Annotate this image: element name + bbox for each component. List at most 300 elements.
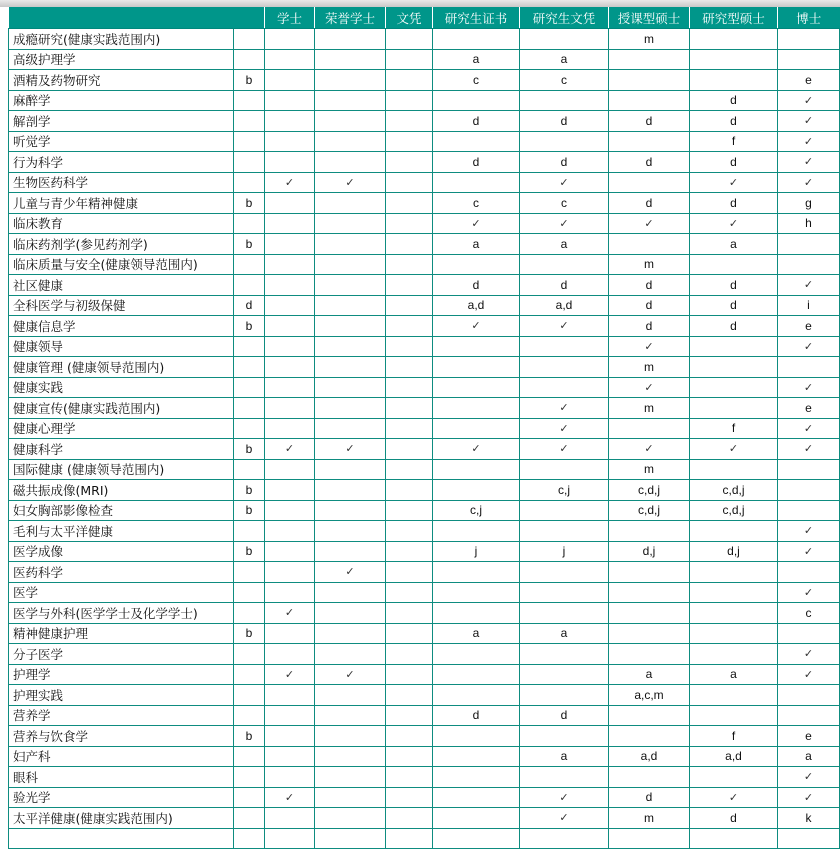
honours-cell [315, 480, 386, 501]
honours-cell [315, 193, 386, 214]
subject-name: 眼科 [9, 767, 234, 788]
subject-name: 社区健康 [9, 275, 234, 296]
note-cell [234, 459, 265, 480]
masters-research-cell: d [690, 111, 778, 132]
honours-cell [315, 623, 386, 644]
grad-dip-cell: d [520, 275, 609, 296]
grad-cert-cell [433, 664, 520, 685]
masters-coursework-cell [609, 418, 690, 439]
subject-name: 医学 [9, 582, 234, 603]
honours-cell [315, 644, 386, 665]
bachelor-cell [265, 111, 315, 132]
grad-cert-cell: a [433, 623, 520, 644]
masters-research-cell: f [690, 418, 778, 439]
masters-coursework-cell: d,j [609, 541, 690, 562]
bachelor-cell [265, 500, 315, 521]
bachelor-cell [265, 336, 315, 357]
note-cell [234, 664, 265, 685]
grad-cert-cell [433, 828, 520, 849]
honours-cell [315, 316, 386, 337]
diploma-cell [386, 316, 433, 337]
table-row [9, 521, 840, 542]
bachelor-cell [265, 70, 315, 91]
bachelor-cell [265, 90, 315, 111]
honours-cell: ✓ [315, 439, 386, 460]
diploma-cell [386, 562, 433, 583]
bachelor-cell [265, 828, 315, 849]
table-row [9, 439, 840, 460]
diploma-cell [386, 357, 433, 378]
honours-cell [315, 521, 386, 542]
subject-name: 国际健康 (健康领导范围内) [9, 459, 234, 480]
subject-name: 临床教育 [9, 213, 234, 234]
grad-dip-cell [520, 767, 609, 788]
masters-research-cell: d [690, 90, 778, 111]
honours-cell: ✓ [315, 172, 386, 193]
table-row [9, 623, 840, 644]
note-cell [234, 377, 265, 398]
bachelor-cell [265, 152, 315, 173]
subject-name [9, 828, 234, 849]
grad-cert-cell [433, 398, 520, 419]
grad-cert-cell [433, 787, 520, 808]
subject-name: 营养学 [9, 705, 234, 726]
masters-coursework-cell: d [609, 787, 690, 808]
bachelor-cell: ✓ [265, 787, 315, 808]
masters-research-cell: d [690, 152, 778, 173]
masters-research-cell: a [690, 664, 778, 685]
bachelor-cell [265, 705, 315, 726]
masters-coursework-cell: ✓ [609, 213, 690, 234]
phd-cell: c [778, 603, 840, 624]
phd-cell: ✓ [778, 172, 840, 193]
grad-dip-cell [520, 582, 609, 603]
table-row [9, 172, 840, 193]
bachelor-cell [265, 357, 315, 378]
grad-cert-cell [433, 131, 520, 152]
header-phd: 博士 [778, 7, 840, 29]
masters-research-cell [690, 29, 778, 50]
subject-name: 妇产科 [9, 746, 234, 767]
diploma-cell [386, 70, 433, 91]
masters-research-cell: ✓ [690, 787, 778, 808]
phd-cell: ✓ [778, 418, 840, 439]
phd-cell: ✓ [778, 787, 840, 808]
grad-cert-cell [433, 418, 520, 439]
subject-name: 生物医药科学 [9, 172, 234, 193]
grad-cert-cell [433, 746, 520, 767]
masters-research-cell [690, 705, 778, 726]
masters-coursework-cell: d [609, 111, 690, 132]
grad-dip-cell [520, 254, 609, 275]
subject-name: 医学与外科(医学学士及化学学士) [9, 603, 234, 624]
phd-cell: ✓ [778, 541, 840, 562]
diploma-cell [386, 623, 433, 644]
note-cell [234, 111, 265, 132]
grad-dip-cell [520, 357, 609, 378]
diploma-cell [386, 828, 433, 849]
grad-cert-cell: d [433, 275, 520, 296]
grad-dip-cell: d [520, 111, 609, 132]
table-body [9, 29, 840, 849]
note-cell [234, 357, 265, 378]
grad-dip-cell [520, 828, 609, 849]
table-row [9, 111, 840, 132]
masters-research-cell: d [690, 808, 778, 829]
subject-name: 营养与饮食学 [9, 726, 234, 747]
grad-dip-cell: a [520, 234, 609, 255]
subject-name: 太平洋健康(健康实践范围内) [9, 808, 234, 829]
grad-cert-cell: ✓ [433, 439, 520, 460]
note-cell [234, 705, 265, 726]
grad-dip-cell [520, 664, 609, 685]
note-cell [234, 275, 265, 296]
header-note [234, 7, 265, 29]
phd-cell [778, 29, 840, 50]
masters-coursework-cell: m [609, 459, 690, 480]
table-row [9, 808, 840, 829]
subject-name: 解剖学 [9, 111, 234, 132]
subject-name: 酒精及药物研究 [9, 70, 234, 91]
phd-cell: k [778, 808, 840, 829]
phd-cell: ✓ [778, 644, 840, 665]
phd-cell: ✓ [778, 90, 840, 111]
subject-name: 毛利与太平洋健康 [9, 521, 234, 542]
masters-coursework-cell: d [609, 316, 690, 337]
table-row [9, 193, 840, 214]
diploma-cell [386, 787, 433, 808]
table-row [9, 500, 840, 521]
honours-cell [315, 111, 386, 132]
masters-coursework-cell: m [609, 254, 690, 275]
bachelor-cell [265, 29, 315, 50]
subject-name: 高级护理学 [9, 49, 234, 70]
masters-coursework-cell [609, 562, 690, 583]
masters-coursework-cell [609, 70, 690, 91]
grad-dip-cell [520, 562, 609, 583]
honours-cell [315, 131, 386, 152]
diploma-cell [386, 193, 433, 214]
subject-name: 健康心理学 [9, 418, 234, 439]
grad-dip-cell [520, 29, 609, 50]
grad-dip-cell [520, 131, 609, 152]
honours-cell [315, 705, 386, 726]
table-row [9, 29, 840, 50]
table-row [9, 336, 840, 357]
masters-coursework-cell [609, 234, 690, 255]
grad-dip-cell: ✓ [520, 808, 609, 829]
grad-cert-cell [433, 29, 520, 50]
diploma-cell [386, 521, 433, 542]
grad-cert-cell [433, 521, 520, 542]
honours-cell [315, 377, 386, 398]
honours-cell [315, 808, 386, 829]
header-honours: 荣誉学士 [315, 7, 386, 29]
masters-coursework-cell: a,c,m [609, 685, 690, 706]
diploma-cell [386, 644, 433, 665]
table-row [9, 398, 840, 419]
note-cell: b [234, 541, 265, 562]
honours-cell [315, 234, 386, 255]
phd-cell [778, 623, 840, 644]
phd-cell: a [778, 746, 840, 767]
diploma-cell [386, 726, 433, 747]
honours-cell: ✓ [315, 562, 386, 583]
bachelor-cell: ✓ [265, 603, 315, 624]
table-row [9, 254, 840, 275]
table-row [9, 316, 840, 337]
subject-name: 分子医学 [9, 644, 234, 665]
grad-cert-cell [433, 459, 520, 480]
grad-cert-cell [433, 480, 520, 501]
honours-cell [315, 582, 386, 603]
table-row [9, 767, 840, 788]
grad-dip-cell: ✓ [520, 316, 609, 337]
bachelor-cell [265, 521, 315, 542]
grad-dip-cell: ✓ [520, 439, 609, 460]
grad-cert-cell [433, 377, 520, 398]
phd-cell [778, 828, 840, 849]
grad-dip-cell [520, 726, 609, 747]
table-row [9, 685, 840, 706]
bachelor-cell [265, 459, 315, 480]
honours-cell [315, 254, 386, 275]
masters-coursework-cell: m [609, 398, 690, 419]
masters-coursework-cell: m [609, 357, 690, 378]
honours-cell [315, 275, 386, 296]
grad-cert-cell [433, 582, 520, 603]
diploma-cell [386, 49, 433, 70]
grad-cert-cell [433, 767, 520, 788]
subject-name: 健康实践 [9, 377, 234, 398]
grad-cert-cell [433, 685, 520, 706]
masters-research-cell [690, 582, 778, 603]
masters-coursework-cell [609, 90, 690, 111]
masters-research-cell: ✓ [690, 213, 778, 234]
masters-coursework-cell: c,d,j [609, 480, 690, 501]
phd-cell [778, 357, 840, 378]
note-cell: b [234, 316, 265, 337]
note-cell: b [234, 500, 265, 521]
masters-research-cell [690, 562, 778, 583]
masters-research-cell [690, 685, 778, 706]
phd-cell [778, 459, 840, 480]
phd-cell: ✓ [778, 377, 840, 398]
grad-cert-cell [433, 603, 520, 624]
subject-name: 护理学 [9, 664, 234, 685]
phd-cell: e [778, 316, 840, 337]
diploma-cell [386, 152, 433, 173]
table-row [9, 213, 840, 234]
grad-dip-cell [520, 603, 609, 624]
masters-research-cell: a,d [690, 746, 778, 767]
masters-coursework-cell: a,d [609, 746, 690, 767]
grad-dip-cell: ✓ [520, 418, 609, 439]
honours-cell [315, 152, 386, 173]
phd-cell [778, 234, 840, 255]
table-row [9, 70, 840, 91]
masters-research-cell [690, 828, 778, 849]
masters-research-cell [690, 254, 778, 275]
phd-cell: ✓ [778, 521, 840, 542]
masters-research-cell [690, 357, 778, 378]
grad-cert-cell: a [433, 234, 520, 255]
masters-research-cell: d [690, 316, 778, 337]
table-row [9, 234, 840, 255]
bachelor-cell [265, 644, 315, 665]
table-row [9, 377, 840, 398]
honours-cell [315, 726, 386, 747]
grad-cert-cell: d [433, 111, 520, 132]
masters-research-cell [690, 623, 778, 644]
diploma-cell [386, 664, 433, 685]
qualifications-table [8, 7, 840, 849]
honours-cell [315, 500, 386, 521]
note-cell [234, 644, 265, 665]
subject-name: 成瘾研究(健康实践范围内) [9, 29, 234, 50]
diploma-cell [386, 131, 433, 152]
table-row [9, 603, 840, 624]
note-cell [234, 521, 265, 542]
masters-coursework-cell: ✓ [609, 336, 690, 357]
grad-dip-cell: c,j [520, 480, 609, 501]
grad-cert-cell [433, 808, 520, 829]
subject-name: 妇女胸部影像检查 [9, 500, 234, 521]
phd-cell: ✓ [778, 152, 840, 173]
table-row [9, 746, 840, 767]
masters-research-cell [690, 644, 778, 665]
header-masters-coursework: 授课型硕士 [609, 7, 690, 29]
grad-dip-cell: c [520, 70, 609, 91]
table-row [9, 644, 840, 665]
grad-cert-cell [433, 336, 520, 357]
table-row [9, 418, 840, 439]
bachelor-cell [265, 808, 315, 829]
honours-cell [315, 828, 386, 849]
subject-name: 健康宣传(健康实践范围内) [9, 398, 234, 419]
honours-cell [315, 70, 386, 91]
grad-cert-cell [433, 357, 520, 378]
header-masters-research: 研究型硕士 [690, 7, 778, 29]
note-cell [234, 152, 265, 173]
masters-coursework-cell: c,d,j [609, 500, 690, 521]
masters-coursework-cell: d [609, 275, 690, 296]
grad-dip-cell: ✓ [520, 213, 609, 234]
grad-cert-cell: ✓ [433, 316, 520, 337]
note-cell: b [234, 726, 265, 747]
grad-cert-cell: c,j [433, 500, 520, 521]
bachelor-cell [265, 562, 315, 583]
bachelor-cell [265, 213, 315, 234]
phd-cell [778, 562, 840, 583]
grad-cert-cell: d [433, 152, 520, 173]
diploma-cell [386, 808, 433, 829]
diploma-cell [386, 90, 433, 111]
phd-cell [778, 480, 840, 501]
masters-research-cell [690, 767, 778, 788]
masters-research-cell: a [690, 234, 778, 255]
grad-cert-cell [433, 562, 520, 583]
honours-cell [315, 685, 386, 706]
honours-cell: ✓ [315, 664, 386, 685]
bachelor-cell [265, 582, 315, 603]
grad-cert-cell: j [433, 541, 520, 562]
grad-cert-cell [433, 644, 520, 665]
honours-cell [315, 213, 386, 234]
grad-dip-cell [520, 500, 609, 521]
masters-research-cell: d [690, 295, 778, 316]
grad-cert-cell: a,d [433, 295, 520, 316]
masters-coursework-cell: ✓ [609, 439, 690, 460]
honours-cell [315, 398, 386, 419]
masters-research-cell: d [690, 193, 778, 214]
bachelor-cell: ✓ [265, 172, 315, 193]
diploma-cell [386, 439, 433, 460]
masters-coursework-cell [609, 726, 690, 747]
table-row [9, 295, 840, 316]
header-grad-cert: 研究生证书 [433, 7, 520, 29]
note-cell [234, 787, 265, 808]
note-cell [234, 582, 265, 603]
note-cell: b [234, 439, 265, 460]
note-cell [234, 336, 265, 357]
table-row [9, 459, 840, 480]
note-cell: d [234, 295, 265, 316]
table-row [9, 152, 840, 173]
masters-research-cell [690, 603, 778, 624]
masters-research-cell [690, 70, 778, 91]
note-cell [234, 603, 265, 624]
bachelor-cell [265, 623, 315, 644]
bachelor-cell [265, 316, 315, 337]
phd-cell [778, 254, 840, 275]
masters-research-cell: ✓ [690, 439, 778, 460]
masters-coursework-cell [609, 644, 690, 665]
table-row [9, 828, 840, 849]
masters-research-cell: f [690, 131, 778, 152]
diploma-cell [386, 418, 433, 439]
subject-name: 健康管理 (健康领导范围内) [9, 357, 234, 378]
masters-coursework-cell: ✓ [609, 377, 690, 398]
masters-coursework-cell: m [609, 808, 690, 829]
honours-cell [315, 767, 386, 788]
diploma-cell [386, 336, 433, 357]
note-cell [234, 746, 265, 767]
bachelor-cell [265, 295, 315, 316]
phd-cell: e [778, 726, 840, 747]
masters-coursework-cell [609, 828, 690, 849]
subject-name: 临床药剂学(参见药剂学) [9, 234, 234, 255]
diploma-cell [386, 767, 433, 788]
subject-name: 医药科学 [9, 562, 234, 583]
header-diploma: 文凭 [386, 7, 433, 29]
grad-cert-cell [433, 726, 520, 747]
subject-name: 听觉学 [9, 131, 234, 152]
window-top-edge [0, 0, 840, 7]
grad-dip-cell [520, 336, 609, 357]
masters-coursework-cell: d [609, 295, 690, 316]
masters-research-cell [690, 49, 778, 70]
masters-research-cell: ✓ [690, 172, 778, 193]
masters-coursework-cell [609, 582, 690, 603]
note-cell [234, 418, 265, 439]
note-cell [234, 398, 265, 419]
grad-dip-cell: a [520, 746, 609, 767]
table-row [9, 562, 840, 583]
grad-dip-cell: a [520, 49, 609, 70]
subject-name: 健康领导 [9, 336, 234, 357]
note-cell [234, 828, 265, 849]
